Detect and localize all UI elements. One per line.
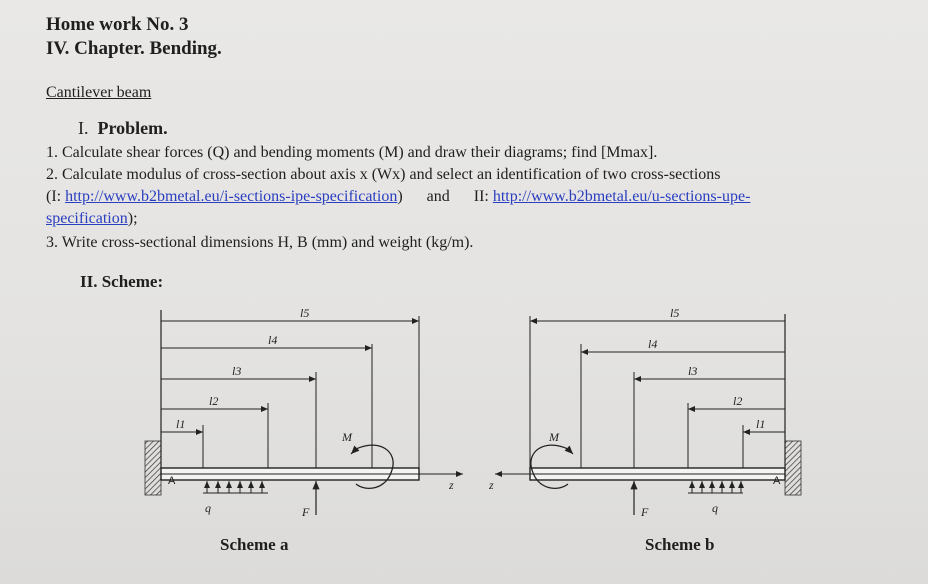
label-l3-b: l3 xyxy=(688,364,698,378)
line3-mid: ) and II: xyxy=(397,188,493,205)
scheme-a xyxy=(145,306,463,519)
line4-suffix: ); xyxy=(127,210,138,227)
label-l4-a: l4 xyxy=(268,333,278,347)
caption-scheme-b: Scheme b xyxy=(645,535,715,554)
label-q-b: q xyxy=(712,501,718,515)
problem-line-1: 1. Calculate shear forces (Q) and bending moments (M) and draw their diagrams; find [Mmax]. xyxy=(46,144,658,161)
problem-heading-text: Problem. xyxy=(97,118,168,138)
scheme-b xyxy=(488,306,801,519)
section-subtitle: Cantilever beam xyxy=(46,84,152,101)
label-q-a: q xyxy=(205,501,211,515)
label-l3-a: l3 xyxy=(232,364,242,378)
line3-prefix: (I: xyxy=(46,188,66,205)
label-l1-a: l1 xyxy=(176,417,186,431)
label-l2-a: l2 xyxy=(209,394,219,408)
label-l5-b: l5 xyxy=(670,306,680,320)
fixed-support-a xyxy=(145,441,161,495)
label-F-b: F xyxy=(641,505,649,519)
label-M-b: M xyxy=(549,430,559,444)
label-l4-b: l4 xyxy=(648,337,658,351)
scheme-heading: II. Scheme: xyxy=(80,272,164,291)
label-l5-a: l5 xyxy=(300,306,310,320)
homework-title: Home work No. 3 xyxy=(46,14,189,35)
label-z-a: z xyxy=(449,478,454,492)
fixed-support-b xyxy=(785,441,801,495)
moment-M-b xyxy=(531,445,568,488)
upe-link-part2[interactable]: specification xyxy=(46,210,128,227)
problem-line-5: 3. Write cross-sectional dimensions H, B (mm) and weight (kg/m). xyxy=(46,234,474,251)
caption-scheme-a: Scheme a xyxy=(220,535,289,554)
moment-M-a xyxy=(356,445,393,488)
upe-link-part1[interactable]: http://www.b2bmetal.eu/u-sections-upe- xyxy=(492,188,751,205)
label-M-a: M xyxy=(342,430,352,444)
problem-line-2: 2. Calculate modulus of cross-section about axis x (Wx) and select an identification of two cross-sections xyxy=(46,166,721,183)
problem-heading-number: I. xyxy=(78,118,89,138)
label-A-b: A xyxy=(773,475,781,487)
label-A-a: A xyxy=(168,475,176,487)
chapter-title: IV. Chapter. Bending. xyxy=(46,38,222,59)
label-F-a: F xyxy=(302,505,310,519)
label-l1-b: l1 xyxy=(756,417,766,431)
ipe-link[interactable]: http://www.b2bmetal.eu/i-sections-ipe-specification xyxy=(65,188,398,205)
label-l2-b: l2 xyxy=(733,394,743,408)
label-z-b: z xyxy=(489,478,494,492)
